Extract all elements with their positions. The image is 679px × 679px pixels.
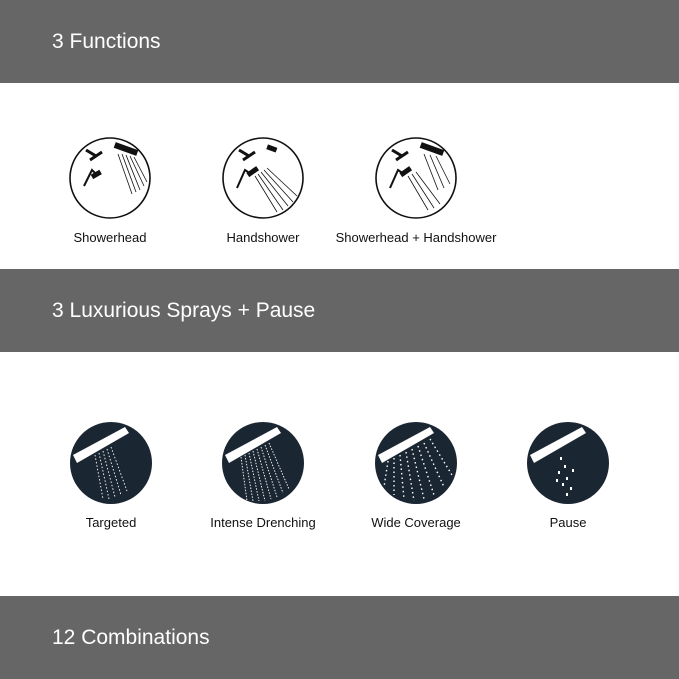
spray-item-intense-drenching bbox=[178, 421, 348, 530]
spray-label: Pause bbox=[549, 515, 587, 530]
function-label: Handshower bbox=[226, 230, 300, 245]
handshower-icon bbox=[221, 136, 305, 220]
section-header-sprays bbox=[0, 269, 679, 352]
spray-label: Intense Drenching bbox=[210, 515, 316, 530]
showerhead-handshower-icon bbox=[374, 136, 458, 220]
section-title-sprays: 3 Luxurious Sprays + Pause bbox=[52, 298, 316, 322]
spray-item-pause bbox=[483, 421, 653, 530]
spray-item-wide-coverage bbox=[331, 421, 501, 530]
section-title-functions: 3 Functions bbox=[52, 29, 161, 53]
spray-label: Wide Coverage bbox=[371, 515, 461, 530]
intense-drenching-spray-icon bbox=[221, 421, 305, 505]
wide-coverage-spray-icon bbox=[374, 421, 458, 505]
spray-label: Targeted bbox=[85, 515, 137, 530]
targeted-spray-icon bbox=[69, 421, 153, 505]
showerhead-icon bbox=[68, 136, 152, 220]
function-item-showerhead-handshower bbox=[331, 136, 501, 245]
section-header-functions bbox=[0, 0, 679, 83]
function-item-showerhead bbox=[25, 136, 195, 245]
spray-item-targeted bbox=[26, 421, 196, 530]
section-title-combinations: 12 Combinations bbox=[52, 625, 210, 649]
function-item-handshower bbox=[178, 136, 348, 245]
function-label: Showerhead bbox=[73, 230, 147, 245]
section-header-combinations bbox=[0, 596, 679, 679]
pause-spray-icon bbox=[526, 421, 610, 505]
function-label: Showerhead + Handshower bbox=[335, 230, 497, 245]
